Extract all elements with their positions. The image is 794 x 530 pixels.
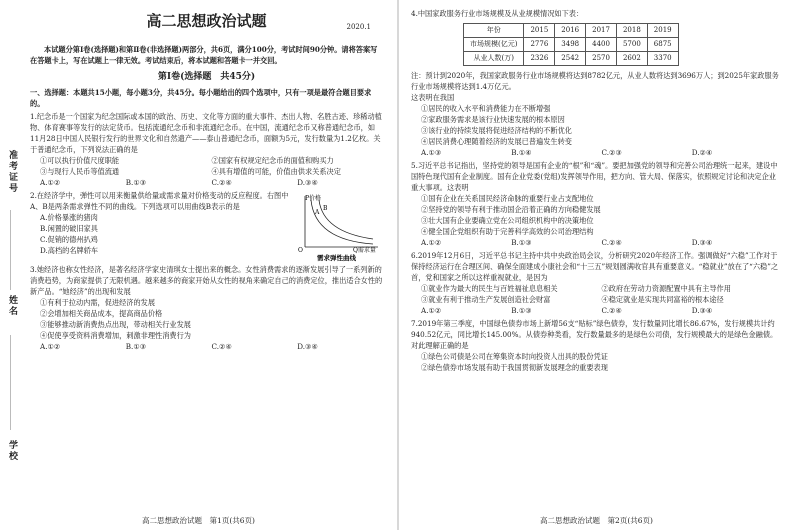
exam-intro: 本试题分第Ⅰ卷(选择题)和第Ⅱ卷(非选择题)两部分，共6页，满分100分，考试时间90分钟。请将答案写在答题卡上，写在试题上一律无效。考试结束后，将本试题和答题卡一并交回。 [30,45,378,65]
question-options [411,283,782,305]
page-2 [399,0,794,530]
curve-b-label: B [323,205,328,212]
question-4 [411,8,782,158]
exam-date: 2020.1 [346,23,371,31]
option: ③能够推动新消费热点出现，带动相关行业发展 [40,320,191,329]
graph-caption: 需求弹性曲线 [317,254,356,262]
question-6 [411,250,782,316]
answer-choices [30,341,383,352]
question-stem: 5.习近平总书记指出，坚持党的领导是国有企业的“根”和“魂”。要把加强党的领导和完善公司治理统一起来，建设中国特色现代国有企业制度。国有企业党委(党组)发挥领导作用，把方向、管大局、保落实，依照规定讨论和决定企业重大事项。这表明 [411,161,778,192]
option: ②绿色债券市场发展有助于我国贯彻新发展理念的重要表现 [421,363,608,372]
option: ②家政服务需求是该行业快速发展的根本原因 [421,115,565,124]
choice-d: D.②④ [691,148,713,157]
choice-c: C.②④ [211,342,232,351]
page-footer: 高二思想政治试题 第2页(共6页) [540,516,653,525]
table-cell: 2776 [524,38,555,52]
option: ②坚持党的领导有利于推动国企沿着正确的方向稳健发展 [421,205,601,214]
option: ①就业作为最大的民生与百姓福祉息息相关 [421,284,558,293]
table-header-cell: 2019 [647,24,678,38]
option: B.闲置的破旧家具 [40,224,98,233]
table-cell: 5700 [616,38,647,52]
table-note: 注：预计到2020年，我国家政服务行业市场规模将达到8782亿元，从业人数将达到3696万人；到2025年家政服务行业市场规模将达到1.4万亿元。 [411,71,779,91]
option: D.高档的名牌轿车 [40,246,99,255]
page-1-content [30,0,383,352]
curve-a-label: A [315,209,320,216]
table-header-cell: 2016 [555,24,586,38]
table-row [464,38,679,52]
table-header-cell: 2017 [586,24,617,38]
side-divider-line [10,335,11,430]
table-cell: 2602 [616,52,647,66]
option: ③该行业的持续发展将促进经济结构的不断优化 [421,126,572,135]
choice-a: A.①② [40,342,61,351]
choice-a: A.①③ [421,148,442,157]
choice-d: D.③④ [297,342,318,351]
option: ③与现行人民币等值流通 [40,167,120,176]
choice-c: C.②④ [601,238,622,247]
question-1 [30,111,383,188]
exam-title [30,12,383,36]
option: ④具有增值的可能，价值由供求关系决定 [211,167,341,176]
option: ②会增加相关商品成本，提高商品价格 [40,309,163,318]
table-row [464,52,679,66]
table-header-cell: 年份 [464,24,524,38]
choice-d: D.③④ [691,238,713,247]
option: ②政府在劳动力资源配置中具有主导作用 [601,284,731,293]
question-stem: 4.中国家政服务行业市场规模及从业规模情况如下表： [411,9,584,18]
option: ③就业有利于推动生产发展创造社会财富 [421,295,551,304]
question-stem: 7.2019年第三季度，中国绿色债券市场上新增56支“贴标”绿色债券，发行数量同比增长86.67%，发行规模共计约940.52亿元，同比增长145.00%。从债券种类看，发行数量最多的是绿色公司债，发行规模最大的是绿色金融债。对此理解正确的是 [411,319,778,350]
table-header-cell: 2015 [524,24,555,38]
answer-choices [30,177,383,188]
origin-label: O [298,247,303,254]
table-cell: 市场规模(亿元) [464,38,524,52]
question-5 [411,160,782,248]
x-axis-label: Q需求量 [353,247,376,254]
page-footer: 高二思想政治试题 第1页(共6页) [142,516,255,525]
option: ①绿色公司债是公司在筹集资本时向投资人出具的股份凭证 [421,352,608,361]
table-cell: 2570 [586,52,617,66]
choice-d: D.③④ [297,178,318,187]
choice-c: C.②③ [601,148,622,157]
table-header-row [464,24,679,38]
choice-a: A.①② [40,178,61,187]
table-cell: 2326 [524,52,555,66]
side-label-school: 学校 [7,440,17,462]
question-7 [411,318,782,373]
section-instruction: 一、选择题：本题共15小题，每小题3分，共45分。每小题给出的四个选项中，只有一项是最符合题目要求的。 [30,88,372,108]
option: ①有利于拉动内需，促进经济的发展 [40,298,156,307]
option: ③壮大国有企业要确立党在公司组织机构中的决策地位 [421,216,594,225]
question-options [30,155,383,177]
choice-b: B.①③ [511,238,532,247]
question-3 [30,264,383,352]
table-cell: 3498 [555,38,586,52]
side-divider-line [10,210,11,290]
choice-c: C.②④ [211,178,232,187]
choice-b: B.①③ [125,178,147,187]
data-table [463,23,679,66]
table-header-cell: 2018 [616,24,647,38]
question-stem: 2.在经济学中，弹性可以用来衡量供给量或需求量对价格变动的反应程度。右图中A、B是两条需求弹性不同的曲线。下列选项可以用曲线B表示的是 [30,191,289,211]
option: ④健全国企党组织有助于完善科学高效的公司治理结构 [421,227,594,236]
option: ④稳定就业是实现共同富裕的根本途径 [601,295,724,304]
section-heading: 第Ⅰ卷(选择题 共45分) [157,72,256,82]
choice-a: A.①② [421,238,442,247]
table-cell: 6875 [647,38,678,52]
table-cell: 2542 [555,52,586,66]
table-cell: 从业人数(万) [464,52,524,66]
question-stem: 6.2019年12月6日，习近平总书记主持中共中央政治局会议，分析研究2020年经济工作。强调做好“六稳”工作对于保持经济运行在合理区间、确保全面建成小康社会和“十三五”规划圆满收官具有重要意义。“稳就业”放在了“六稳”之首，党和国家之所以这样重视就业，是因为 [411,251,779,282]
question-stem: 3.她经济也称女性经济，是著名经济学家史清琪女士提出来的概念。女性消费需求的逐渐发展引导了一系列新的消费趋势，为商家提供了无限机遇。越来越多的商家开始从女性的视角来确定自己的消费定位，推出适合女性的新产品。“她经济”的出现和发展 [30,265,383,296]
answer-choices [411,237,782,248]
page-2-content [411,0,782,373]
choice-b: B.①③ [511,306,532,315]
choice-b: B.①③ [125,342,147,351]
option: A.价格暴涨的猪肉 [40,213,98,222]
option: ④促使享受资料消费增加，刺激非理性消费行为 [40,331,191,340]
answer-choices [411,305,782,316]
option: ②国家有权规定纪念币的面值和购买力 [211,156,334,165]
exam-title-text: 高二思想政治试题 [146,12,267,30]
question-2 [30,190,383,262]
option: ①可以执行价值尺度职能 [40,156,120,165]
y-axis-label: P价格 [305,195,322,202]
demand-elasticity-graph [293,192,383,262]
side-label-name: 姓名 [7,295,17,317]
choice-d: D.③④ [691,306,713,315]
option: C.促销的德州扒鸡 [40,235,98,244]
choice-a: A.①② [421,306,442,315]
option: ①居民的收入水平和消费能力在不断增强 [421,104,551,113]
question-stem: 1.纪念币是一个国家为纪念国际或本国的政治、历史、文化等方面的重大事件、杰出人物、名胜古迹、珍稀动植物、体育赛事等发行的法定货币。包括流通纪念币和非流通纪念币。在中国，流通纪念币又称普通纪念币，如11月28日中国人民银行发行的世界文化和自然遗产——泰山普通纪念币，面额为5元，发行数量为1.2亿枚。关于普通纪念币，下列说法正确的是 [30,112,382,154]
answer-choices [411,147,782,158]
choice-c: C.②④ [601,306,622,315]
question-lead: 这表明在我国 [411,93,455,102]
choice-b: B.①④ [511,148,532,157]
side-label-exam-number: 准考证号 [7,150,17,194]
option: ①国有企业在关系国民经济命脉的重要行业占支配地位 [421,194,594,203]
table-cell: 4400 [586,38,617,52]
table-cell: 3370 [647,52,678,66]
option: ④居民消费心理随着经济的发展已普遍发生转变 [421,137,572,146]
